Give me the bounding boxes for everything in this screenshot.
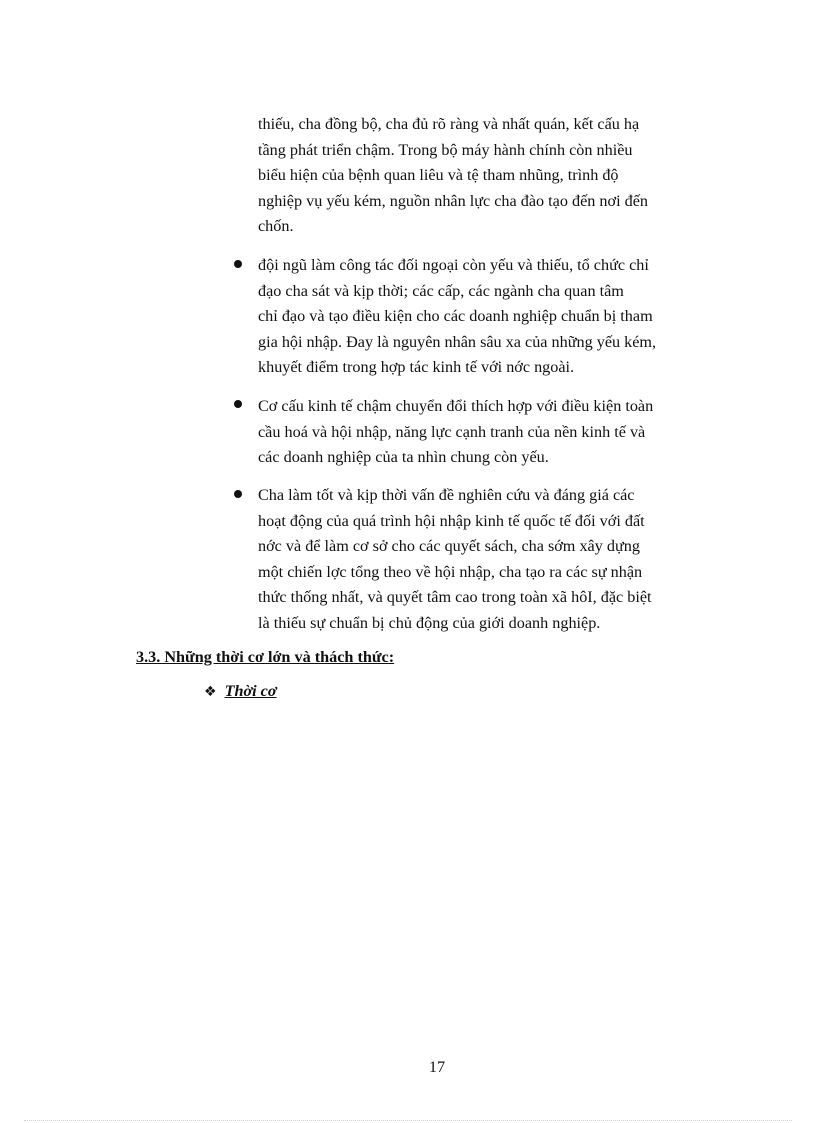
page-number: 17: [428, 1058, 446, 1076]
bullet-item-1: [258, 253, 740, 381]
text-line: khuyết điểm trong hợp tác kinh tế với nớc ngoài.: [258, 358, 575, 377]
text-line: là thiếu sự chuẩn bị chủ động của giới doanh nghiệp.: [258, 613, 601, 632]
bullet-icon: [232, 397, 244, 409]
text-line: thiếu, cha đồng bộ, cha đủ rõ ràng và nhất quán, kết cấu hạ: [258, 115, 640, 133]
text-line: cầu hoá và hội nhập, năng lực cạnh tranh của nền kinh tế và: [258, 422, 646, 441]
diamond-bullet-icon: ❖: [204, 684, 217, 700]
text-line: nớc và để làm cơ sở cho các quyết sách, cha sớm xây dựng: [258, 537, 640, 556]
continuation-paragraph: [258, 112, 740, 240]
text-line: đạo cha sát và kịp thời; các cấp, các ngành cha quan tâm: [258, 281, 624, 300]
bullet-item-2: [258, 394, 740, 471]
text-line: biểu hiện của bệnh quan liêu và tệ tham nhũng, trình độ: [258, 166, 619, 185]
sub-heading: [204, 682, 277, 701]
sub-heading-label: Thời cơ: [224, 682, 277, 700]
text-line: nghiệp vụ yếu kém, nguồn nhân lực cha đào tạo đến nơi đến: [258, 191, 648, 210]
text-line: thức thống nhất, và quyết tâm cao trong toàn xã hôI, đặc biệt: [258, 588, 652, 607]
text-line: một chiến lợc tổng theo về hội nhập, cha tạo ra các sự nhận: [258, 562, 643, 581]
text-line: gia hội nhập. Đay là nguyên nhân sâu xa của những yếu kém,: [258, 332, 657, 351]
section-heading: 3.3. Những thời cơ lớn và thách thức:: [136, 648, 395, 666]
text-line: tầng phát triển chậm. Trong bộ máy hành chính còn nhiều: [258, 140, 633, 159]
text-line: Cha làm tốt và kịp thời vấn đề nghiên cứu và đáng giá các: [258, 486, 635, 504]
page-bottom-rule: [24, 1120, 792, 1121]
text-line: hoạt động của quá trình hội nhập kinh tế quốc tế đối với đất: [258, 511, 645, 530]
bullet-item-3: [258, 483, 740, 637]
text-line: chỉ đạo và tạo điều kiện cho các doanh nghiệp chuẩn bị tham: [258, 307, 653, 326]
text-line: chốn.: [258, 217, 294, 236]
bullet-icon: [232, 487, 244, 499]
text-line: Cơ cấu kinh tế chậm chuyển đổi thích hợp với điều kiện toàn: [258, 397, 654, 415]
text-line: các doanh nghiệp của ta nhìn chung còn yếu.: [258, 448, 549, 467]
text-line: đội ngũ làm công tác đối ngoại còn yếu và thiếu, tổ chức chỉ: [258, 256, 649, 274]
bullet-icon: [232, 257, 244, 269]
